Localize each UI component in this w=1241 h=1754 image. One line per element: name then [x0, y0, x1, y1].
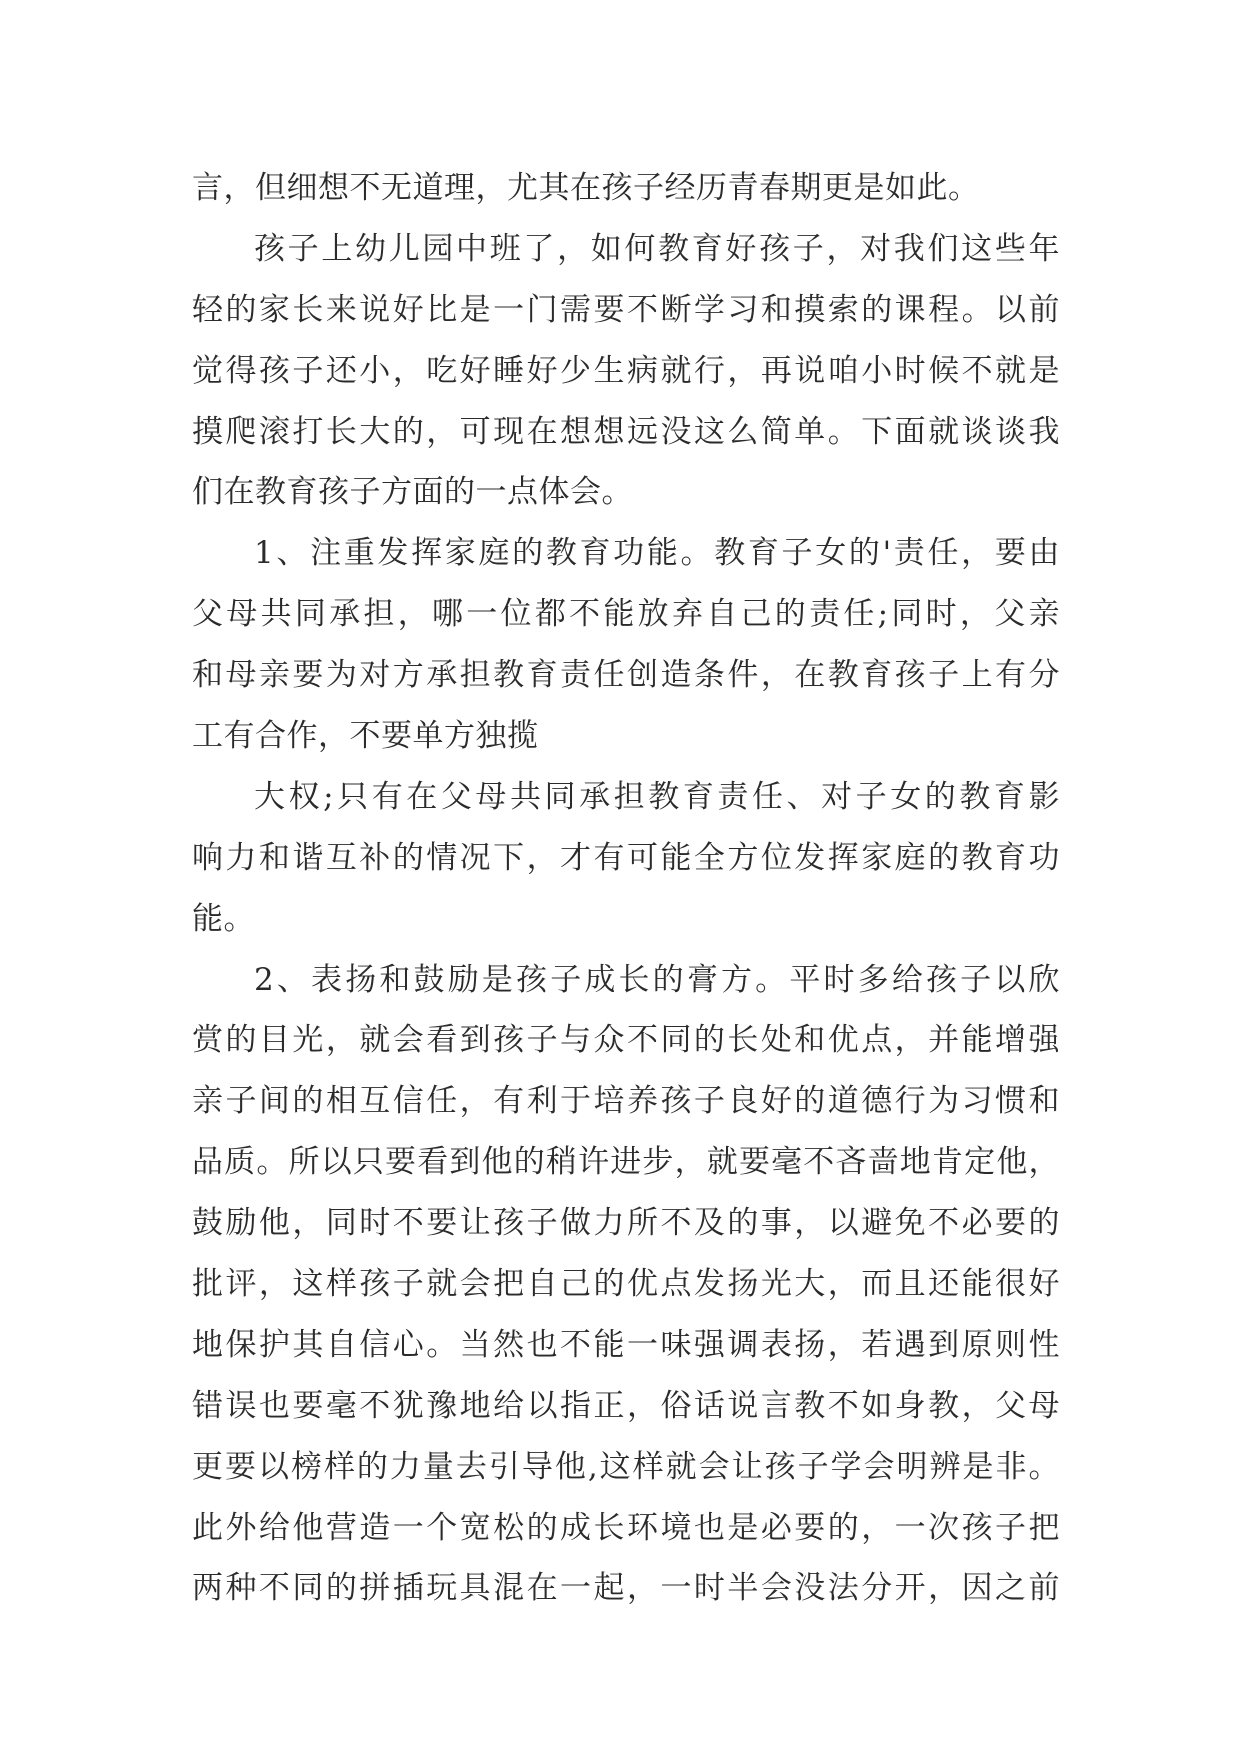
text-line: 响力和谐互补的情况下，才有可能全方位发挥家庭的教育功 [192, 839, 1060, 876]
text-line: 亲子间的相互信任，有利于培养孩子良好的道德行为习惯和 [192, 1083, 1060, 1120]
text-line: 品质。所以只要看到他的稍许进步，就要毫不吝啬地肯定他， [192, 1144, 1060, 1181]
text-line: 工有合作，不要单方独揽 [192, 718, 539, 755]
paragraph-first-line: 1、注重发挥家庭的教育功能。教育子女的'责任，要由 [254, 535, 1060, 572]
text-line: 父母共同承担，哪一位都不能放弃自己的责任;同时，父亲 [192, 596, 1060, 633]
text-line: 鼓励他，同时不要让孩子做力所不及的事，以避免不必要的 [192, 1205, 1060, 1242]
paragraph-first-line: 大权;只有在父母共同承担教育责任、对子女的教育影 [254, 778, 1060, 815]
text-line: 批评，这样孩子就会把自己的优点发扬光大，而且还能很好 [192, 1266, 1060, 1303]
text-line: 地保护其自信心。当然也不能一味强调表扬，若遇到原则性 [192, 1326, 1060, 1363]
paragraph-first-line: 2、表扬和鼓励是孩子成长的膏方。平时多给孩子以欣 [254, 961, 1060, 998]
text-line: 摸爬滚打长大的，可现在想想远没这么简单。下面就谈谈我 [192, 413, 1060, 450]
text-line: 两种不同的拼插玩具混在一起，一时半会没法分开，因之前 [192, 1570, 1060, 1607]
text-line: 此外给他营造一个宽松的成长环境也是必要的，一次孩子把 [192, 1509, 1060, 1546]
document-body [192, 158, 1060, 1619]
text-line: 言，但细想不无道理，尤其在孩子经历青春期更是如此。 [192, 170, 980, 206]
text-line: 们在教育孩子方面的一点体会。 [192, 474, 633, 511]
text-line: 觉得孩子还小，吃好睡好少生病就行，再说咱小时候不就是 [192, 352, 1060, 389]
text-line: 错误也要毫不犹豫地给以指正，俗话说言教不如身教，父母 [192, 1387, 1060, 1424]
paragraph-first-line: 孩子上幼儿园中班了，如何教育好孩子，对我们这些年 [254, 230, 1060, 267]
text-line: 和母亲要为对方承担教育责任创造条件，在教育孩子上有分 [192, 657, 1060, 694]
text-line: 赏的目光，就会看到孩子与众不同的长处和优点，并能增强 [192, 1022, 1060, 1059]
text-line: 轻的家长来说好比是一门需要不断学习和摸索的课程。以前 [192, 291, 1060, 328]
text-line: 能。 [192, 900, 255, 937]
text-line: 更要以榜样的力量去引导他,这样就会让孩子学会明辨是非。 [192, 1448, 1060, 1485]
